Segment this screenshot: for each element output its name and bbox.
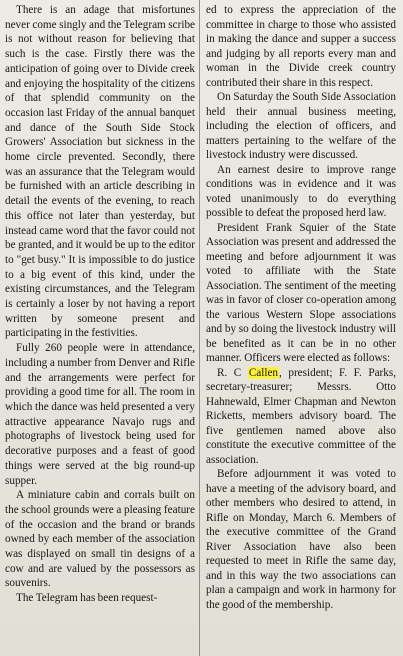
paragraph-telegram-request: The Telegram has been request- xyxy=(16,592,158,605)
paragraph-business-meeting: On Saturday the South Side Association held their annual business meeting, including the election of officers, and matters pertaining to the welfare of the livestock industry were discussed. xyxy=(206,91,396,161)
highlighted-name: Callen xyxy=(248,366,279,379)
paragraph-cabin-corrals: A miniature cabin and corrals built on the school grounds were a pleasing feature of the occasion and the brand or brands owned by each member of the association was displayed on small tin designs of a cow and are valued by the possessors as souvenirs. xyxy=(5,489,195,590)
column-divider xyxy=(199,0,200,656)
officers-text-end: , president; F. F. Parks, secretary-treasurer; Messrs. Otto Hahnewald, Elmer Chapman and Newton Ricketts, members advisory board. The five gentlemen named above also constitute the executive committee of the association. xyxy=(206,366,396,466)
paragraph-state-association: President Frank Squier of the State Association was present and addressed the meeting and before adjournment it was voted to affiliate with the State Association. The sentiment of the meeting was in favor of closer co-operation among the various Western Slope associations and by so doing the livestock industry will be benefited as it can be in no other manner. Officers were elected as follows: xyxy=(206,221,396,364)
paragraph-range-conditions: An earnest desire to improve range conditions was in evidence and it was voted unanimously to do everything possible to defeat the proposed herd law. xyxy=(206,163,396,219)
paragraph-officers xyxy=(206,366,396,468)
left-column xyxy=(5,3,195,606)
officers-text-start: R. C xyxy=(217,366,248,379)
paragraph-attendance: Fully 260 people were in attendance, including a number from Denver and Rifle and the arrangements were perfect for providing a good time for all. The room in which the dance was held presented a very attractive appearance Navajo rugs and photographs of livestock being used for decorative purposes and a feast of good things were served at the big round-up supper. xyxy=(5,342,195,487)
paragraph-misfortunes: There is an adage that misfortunes never come singly and the Telegram scribe is not without reason for believing that such is the case. Firstly there was the anticipation of going over to Divide creek and enjoying the hospitality of the citizens of that splendid community on the occasion last Friday of the annual banquet and dance of the South Side Stock Growers' Association but sickness in the home circle prevented. Secondly, there was an assurance that the Telegram would be furnished with an article describing in detail the events of the evening, to reach this office not later than yesterday, but instead came word that the favor could not be granted, and it would be up to the editor to "get busy." It is impossible to do justice to a big event of this kind, under the existing circumstances, and the Telegram is certainly a loser by not having a report written by someone present and participating in the festivities. xyxy=(5,4,195,340)
right-column xyxy=(206,3,396,612)
paragraph-appreciation: ed to express the appreciation of the committee in charge to those who assisted in making the dance and supper a success and judging by all reports every man and woman in the Divide creek country contributed their share in this respect. xyxy=(206,4,396,89)
paragraph-adjournment: Before adjournment it was voted to have a meeting of the advisory board, and other members who desired to attend, in Rifle on Monday, March 6. Members of the executive committee of the Grand River Association have also been requested to meet in Rifle the same day, and in this way the two associations can plan a campaign and work in harmony for the good of the membership. xyxy=(206,468,396,611)
